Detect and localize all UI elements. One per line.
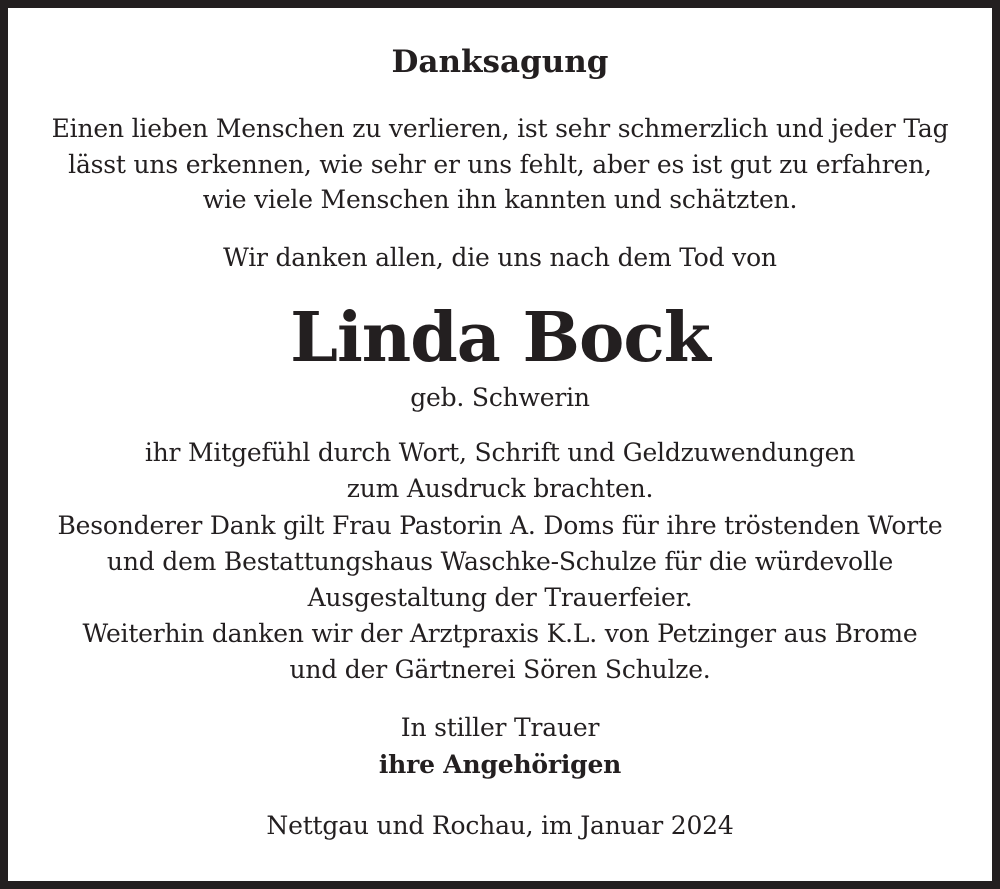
body-line-5: Ausgestaltung der Trauerfeier. — [307, 583, 693, 612]
body-line-3: Besonderer Dank gilt Frau Pastorin A. Doms für ihre tröstenden Worte — [57, 511, 943, 540]
intro-line-1: Einen lieben Menschen zu verlieren, ist sehr schmerzlich und jeder Tag — [51, 114, 949, 143]
body-line-6: Weiterhin danken wir der Arztpraxis K.L. von Petzinger aus Brome — [82, 619, 918, 648]
body-line-7: und der Gärtnerei Sören Schulze. — [289, 655, 711, 684]
intro-line-3: wie viele Menschen ihn kannten und schätzten. — [202, 185, 798, 214]
body-line-4: und dem Bestattungshaus Waschke-Schulze für die würdevolle — [106, 547, 894, 576]
deceased-name: Linda Bock — [290, 298, 710, 378]
closing-line: In stiller Trauer — [400, 713, 600, 742]
body-line-2: zum Ausdruck brachten. — [346, 474, 654, 503]
place-and-date: Nettgau und Rochau, im Januar 2024 — [266, 811, 734, 840]
body-line-1: ihr Mitgefühl durch Wort, Schrift und Geldzuwendungen — [144, 438, 856, 467]
birth-name: geb. Schwerin — [410, 383, 590, 412]
notice-title: Danksagung — [391, 44, 609, 80]
signature: ihre Angehörigen — [378, 750, 622, 779]
intro-line-2: lässt uns erkennen, wie sehr er uns fehlt, aber es ist gut zu erfahren, — [68, 150, 932, 179]
thanks-lead: Wir danken allen, die uns nach dem Tod von — [223, 243, 777, 272]
